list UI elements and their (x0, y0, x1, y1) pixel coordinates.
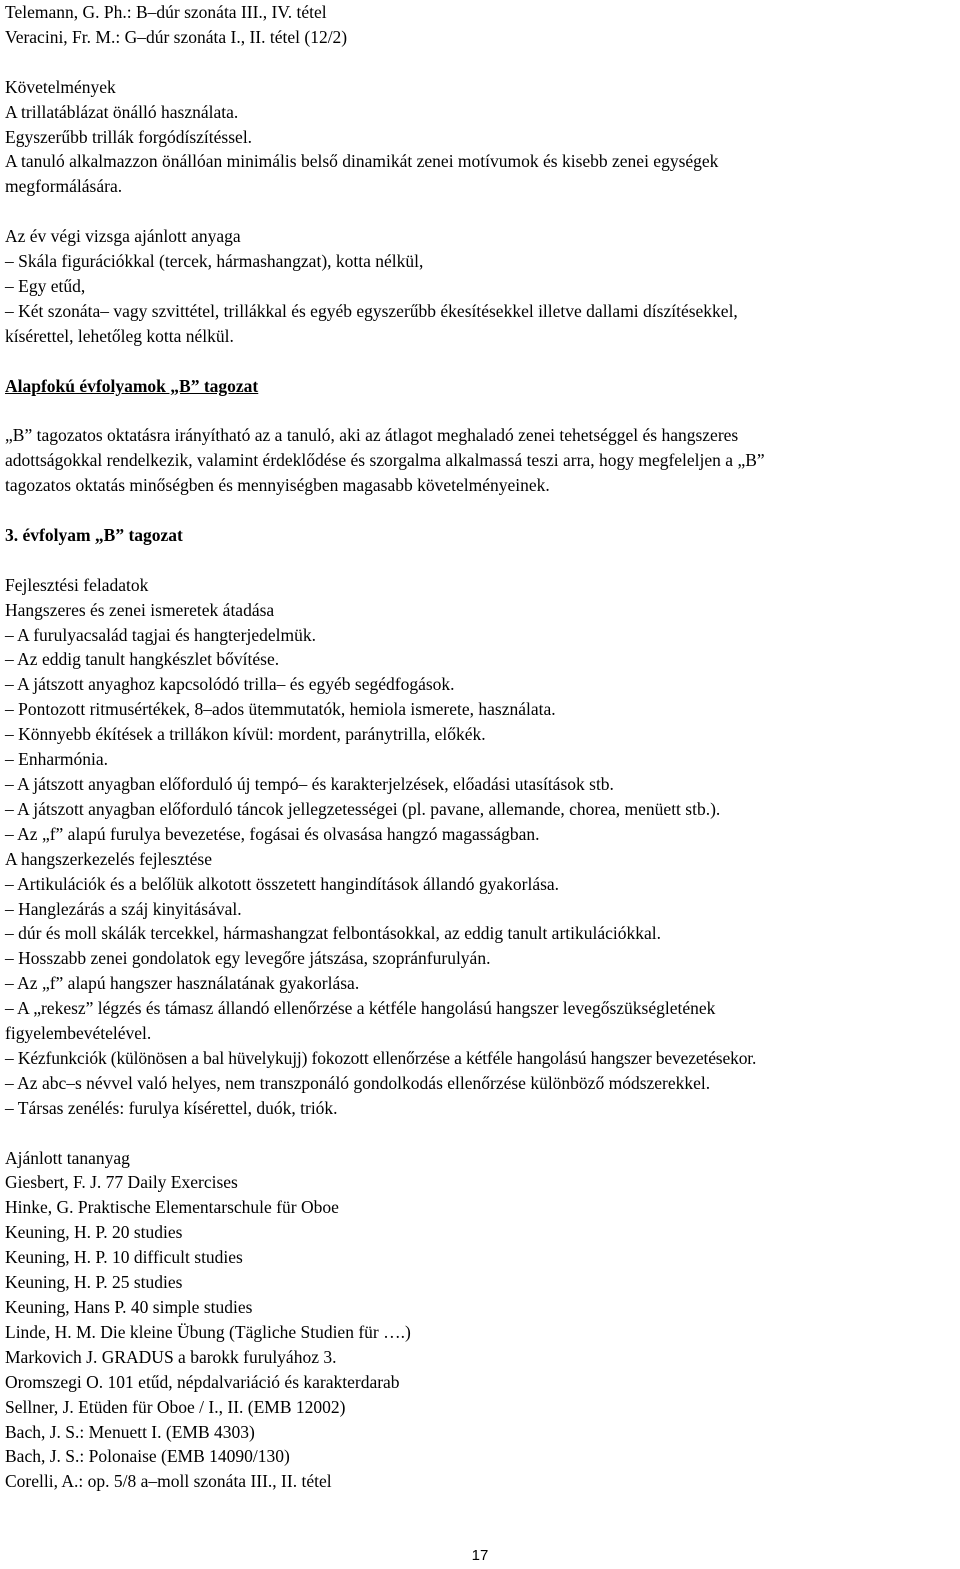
material-item: Keuning, H. P. 20 studies (5, 1222, 183, 1243)
technique-title: A hangszerkezelés fejlesztése (5, 848, 212, 869)
list-item: – Hanglezárás a száj kinyitásával. (5, 898, 242, 919)
list-item: – Enharmónia. (5, 749, 109, 770)
list-item: – Két szonáta– vagy szvittétel, trillákkal és egyéb egyszerűbb ékesítésekkel illetve dallami díszítésekkel, (5, 300, 738, 321)
spacer (5, 398, 957, 423)
text-line: figyelembevételével. (5, 1023, 152, 1044)
list-item: – Az abc–s névvel való helyes, nem transzponáló gondolkodás ellenőrzése különböző módszerekkel. (5, 1072, 711, 1093)
text-line: Telemann, G. Ph.: B–dúr szonáta III., IV. tétel (5, 2, 327, 22)
text-line: kísérettel, lehetőleg kotta nélkül. (5, 325, 234, 346)
spacer (5, 1121, 957, 1146)
list-item: – Az „f” alapú furulya bevezetése, fogásai és olvasása hangzó magasságban. (5, 823, 540, 844)
material-item: Corelli, A.: op. 5/8 a–moll szonáta III., II. tétel (5, 1471, 332, 1492)
tasks-title: Fejlesztési feladatok (5, 574, 149, 595)
material-item: Giesbert, F. J. 77 Daily Exercises (5, 1172, 238, 1193)
document-page (5, 0, 957, 1494)
list-item: – Hosszabb zenei gondolatok egy levegőre játszása, szopránfurulyán. (5, 948, 491, 969)
list-item: – A furulyacsalád tagjai és hangterjedelmük. (5, 624, 317, 645)
list-item: – A játszott anyagban előforduló új tempó– és karakterjelzések, előadási utasítások stb. (5, 774, 614, 794)
materials-title: Ajánlott tananyag (5, 1147, 130, 1168)
text-line: A tanuló alkalmazzon önállóan minimális belső dinamikát zenei motívumok és kisebb zenei egységek (5, 151, 719, 172)
material-item: Markovich J. GRADUS a barokk furulyához 3. (5, 1346, 337, 1367)
list-item: – dúr és moll skálák tercekkel, hármashangzat felbontásokkal, az eddig tanult artikulációkkal. (5, 923, 662, 944)
list-item: – Társas zenélés: furulya kísérettel, duók, triók. (5, 1097, 338, 1118)
spacer (5, 199, 957, 224)
material-item: Bach, J. S.: Polonaise (EMB 14090/130) (5, 1446, 290, 1467)
list-item: – A játszott anyagban előforduló táncok jellegzetességei (pl. pavane, allemande, chorea, menüett stb.). (5, 798, 721, 819)
text-line: megformálására. (5, 176, 123, 197)
exam-title: Az év végi vizsga ajánlott anyaga (5, 226, 241, 247)
knowledge-title: Hangszeres és zenei ismeretek átadása (5, 599, 275, 620)
material-item: Oromszegi O. 101 etűd, népdalvariáció és karakterdarab (5, 1371, 400, 1392)
spacer (5, 349, 957, 374)
grade3-heading: 3. évfolyam „B” tagozat (5, 524, 183, 545)
list-item: – Kézfunkciók (különösen a bal hüvelykujj) fokozott ellenőrzése a kétféle hangolású hangszer bevezetésekor. (5, 1047, 757, 1068)
list-item: – Egy etűd, (5, 275, 86, 296)
text-line: „B” tagozatos oktatásra irányítható az a tanuló, aki az átlagot meghaladó zenei tehetséggel és hangszeres (5, 425, 739, 446)
material-item: Linde, H. M. Die kleine Übung (Tägliche Studien für ….) (5, 1321, 411, 1342)
spacer (5, 498, 957, 523)
section-heading-b: Alapfokú évfolyamok „B” tagozat (5, 375, 259, 396)
list-item: – Az eddig tanult hangkészlet bővítése. (5, 649, 280, 670)
requirements-title: Követelmények (5, 76, 116, 97)
list-item: – Könnyebb ékítések a trillákon kívül: mordent, paránytrilla, előkék. (5, 724, 486, 745)
page-number: 17 (471, 1547, 489, 1564)
list-item: – Az „f” alapú hangszer használatának gyakorlása. (5, 973, 360, 994)
material-item: Keuning, H. P. 25 studies (5, 1272, 183, 1293)
spacer (5, 548, 957, 573)
material-item: Keuning, Hans P. 40 simple studies (5, 1297, 253, 1318)
material-item: Bach, J. S.: Menuett I. (EMB 4303) (5, 1421, 255, 1442)
text-line: Egyszerűbb trillák forgódíszítéssel. (5, 126, 253, 147)
text-line: A trillatáblázat önálló használata. (5, 101, 239, 122)
text-line: tagozatos oktatás minőségben és mennyiségben magasabb követelményeinek. (5, 475, 550, 496)
material-item: Sellner, J. Etüden für Oboe / I., II. (EMB 12002) (5, 1396, 346, 1417)
material-item: Keuning, H. P. 10 difficult studies (5, 1247, 243, 1268)
list-item: – A játszott anyaghoz kapcsolódó trilla– és egyéb segédfogások. (5, 674, 455, 695)
list-item: – Skála figurációkkal (tercek, hármashangzat), kotta nélkül, (5, 251, 424, 272)
list-item: – Pontozott ritmusértékek, 8–ados ütemmutatók, hemiola ismerete, használata. (5, 699, 556, 720)
list-item: – A „rekesz” légzés és támasz állandó ellenőrzése a kétféle hangolású hangszer levegőszükségletének (5, 998, 716, 1019)
list-item: – Artikulációk és a belőlük alkotott összetett hangindítások állandó gyakorlása. (5, 873, 560, 894)
text-line: adottságokkal rendelkezik, valamint érdeklődése és szorgalma alkalmassá teszi arra, hogy megfeleljen a „B” (5, 450, 765, 471)
material-item: Hinke, G. Praktische Elementarschule für Oboe (5, 1197, 339, 1218)
text-line: Veracini, Fr. M.: G–dúr szonáta I., II. tétel (12/2) (5, 26, 348, 47)
spacer (5, 50, 957, 75)
